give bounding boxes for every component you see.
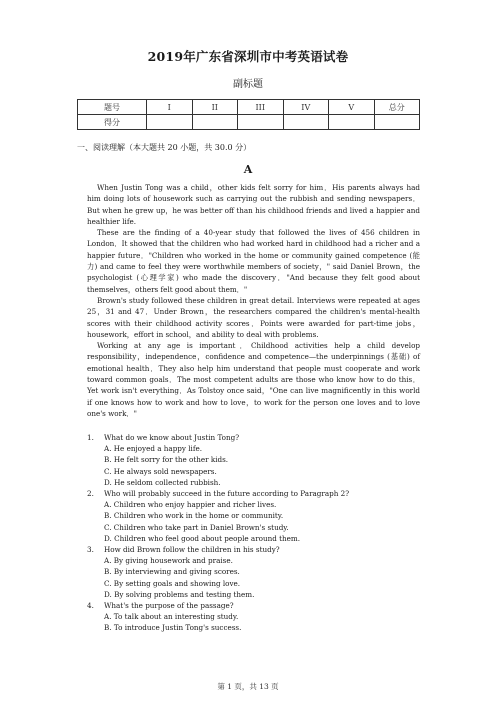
question-number: 4. [87, 601, 94, 611]
answer-option[interactable]: B. He felt sorry for the other kids. [104, 455, 229, 465]
score-header-cell: II [192, 100, 238, 115]
answer-option[interactable]: D. Children who feel good about people around them. [104, 533, 300, 543]
question-list [87, 432, 420, 634]
score-header-cell: 总分 [374, 100, 420, 115]
passage-paragraph: These are the finding of a 40-year study that followed the lives of 456 children in London．It showed that the children who had worked hard in childhood had a richer and a happier future．"Children who worked in the home or community gained competence (能力) and came to feel they were worthwhile members of society，" said Daniel Brown，the psychologist (心理学家) who made the discovery．"And because they felt good about themselves，others felt good about them．" [87, 228, 420, 294]
question-item [87, 600, 420, 634]
answer-option[interactable]: D. By solving problems and testing them. [104, 589, 255, 599]
answer-option[interactable]: B. To introduce Justin Tong's success. [104, 623, 242, 633]
answer-option[interactable]: A. He enjoyed a happy life. [104, 444, 203, 454]
question-text: Who will probably succeed in the future according to Paragraph 2? [104, 489, 350, 499]
section-heading: 一、阅读理解（本大题共 20 小题，共 30.0 分） [77, 143, 252, 152]
question-item [87, 488, 420, 544]
score-header-cell: IV [283, 100, 329, 115]
answer-option[interactable]: C. By setting goals and showing love. [104, 578, 241, 588]
answer-option[interactable]: D. He seldom collected rubbish. [104, 477, 221, 487]
page-footer: 第 1 页，共 13 页 [217, 682, 279, 691]
score-row-label: 得分 [78, 115, 147, 130]
answer-option[interactable]: C. Children who take part in Daniel Brown's study. [104, 522, 289, 532]
score-cell[interactable] [147, 115, 193, 130]
score-cell[interactable] [329, 115, 375, 130]
question-item [87, 544, 420, 600]
question-number: 1. [87, 433, 94, 442]
passage-paragraph: Brown's study followed these children in great detail. Interviews were repeated at ages 25，31 and 47．Under Brown，the researchers compared the children's mental-health scores with their childhood activity scores．Points were awarded for part-time jobs，housework，effort in school，and ability to deal with problems. [87, 295, 420, 339]
passage-body [87, 182, 420, 419]
question-number: 3. [87, 545, 94, 555]
score-table [77, 99, 420, 130]
answer-option[interactable]: A. To talk about an interesting study. [104, 612, 239, 622]
page-title: 2019年广东省深圳市中考英语试卷 [147, 49, 349, 64]
score-table-header-row [78, 100, 420, 115]
score-cell[interactable] [192, 115, 238, 130]
question-text: What's the purpose of the passage? [104, 601, 234, 611]
score-cell[interactable] [238, 115, 284, 130]
score-cell[interactable] [283, 115, 329, 130]
answer-option[interactable]: C. He always sold newspapers. [104, 466, 217, 476]
passage-paragraph: When Justin Tong was a child，other kids felt sorry for him．His parents always had him doing lots of housework such as carrying out the rubbish and sending newspapers．But when he grew up，he was better off than his childhood friends and lived a happier and healthier life. [87, 183, 420, 226]
score-header-cell: III [238, 100, 284, 115]
answer-option[interactable]: A. Children who enjoy happier and richer lives. [104, 500, 277, 510]
question-text: What do we know about Justin Tong? [104, 433, 240, 442]
passage-paragraph: Working at any age is important．Childhood activities help a child develop responsibility，independence，confidence and competence—the underpinnings (基础) of emotional health．They also help him understand that people must cooperate and work toward common goals．The most competent adults are those who know how to do this．Yet work isn't everything．As Tolstoy once said，"One can live magnificently in this world if one knows how to work and how to love，to work for the person one loves and to love one's work．" [87, 341, 420, 418]
score-table-score-row [78, 115, 420, 130]
answer-option[interactable]: A. By giving housework and praise. [104, 556, 233, 566]
answer-option[interactable]: B. Children who work in the home or community. [104, 511, 284, 521]
score-cell[interactable] [374, 115, 420, 130]
answer-option[interactable]: B. By interviewing and giving scores. [104, 567, 240, 577]
score-header-cell: V [329, 100, 375, 115]
question-text: How did Brown follow the children in his study? [104, 545, 280, 555]
passage-letter: A [243, 163, 253, 176]
score-header-cell: 题号 [78, 100, 147, 115]
question-item [87, 432, 420, 488]
question-number: 2. [87, 489, 94, 499]
page-subtitle: 副标题 [233, 79, 263, 90]
score-header-cell: I [147, 100, 193, 115]
